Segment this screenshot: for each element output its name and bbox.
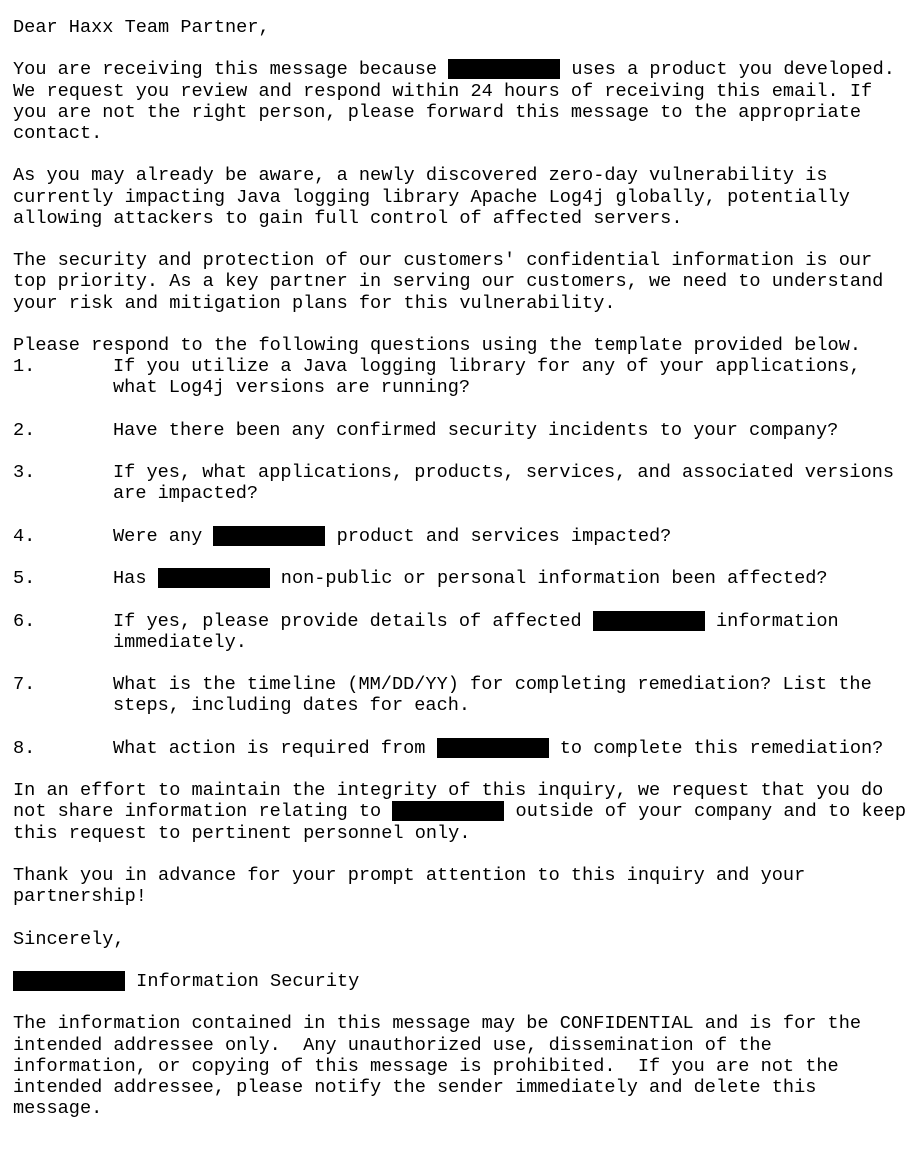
question-number: 5. bbox=[13, 568, 36, 590]
greeting: Dear Haxx Team Partner, bbox=[13, 17, 270, 38]
question-item bbox=[13, 526, 913, 547]
confidentiality-disclaimer: The information contained in this message may be CONFIDENTIAL and is for the intended addressee only. Any unauthorized use, dissemination of the information, or copying of this message is prohibited. If you are not the intended addressee, please notify the sender immediately and delete this message. bbox=[13, 1013, 873, 1120]
question-number: 4. bbox=[13, 525, 36, 547]
question-text-before: What action is required from bbox=[113, 737, 437, 759]
question-text-after: non-public or personal information been affected? bbox=[269, 568, 828, 590]
question-text: What is the timeline (MM/DD/YY) for completing remediation? List the steps, including dates for each. bbox=[113, 674, 883, 717]
question-item bbox=[13, 356, 913, 398]
question-item bbox=[13, 738, 913, 759]
redacted-company-name bbox=[13, 971, 125, 991]
vulnerability-paragraph: As you may already be aware, a newly discovered zero-day vulnerability is currently impacting Java logging library Apache Log4j globally, potentially allowing attackers to gain full control of affected servers. bbox=[13, 165, 862, 229]
question-text-after: to complete this remediation? bbox=[548, 737, 884, 759]
question-item bbox=[13, 674, 913, 716]
question-list bbox=[13, 356, 913, 759]
email-body bbox=[13, 17, 918, 1120]
question-text-before: If yes, please provide details of affected bbox=[113, 610, 593, 632]
redacted-company-name bbox=[448, 59, 560, 79]
question-number: 7. bbox=[13, 674, 36, 696]
question-text bbox=[113, 526, 913, 547]
thanks-paragraph: Thank you in advance for your prompt attention to this inquiry and your partnership! bbox=[13, 864, 817, 908]
question-item bbox=[13, 611, 913, 653]
intro-text-after: uses a product you developed. We request you review and respond within 24 hours of receiving this email. If you are not the right person, please forward this message to the appropriate contact. bbox=[13, 59, 907, 144]
question-text-before: Has bbox=[113, 568, 158, 590]
redacted-company-name bbox=[392, 801, 504, 821]
question-number: 8. bbox=[13, 737, 36, 759]
question-text: If you utilize a Java logging library for any of your applications, what Log4j versions are running? bbox=[113, 356, 872, 399]
question-number: 3. bbox=[13, 462, 36, 484]
question-number: 2. bbox=[13, 419, 36, 441]
question-text: If yes, what applications, products, services, and associated versions are impacted? bbox=[113, 462, 906, 505]
question-text-before: Were any bbox=[113, 525, 214, 547]
closing: Sincerely, bbox=[13, 928, 125, 950]
respond-instruction: Please respond to the following questions using the template provided below. bbox=[13, 334, 862, 356]
question-text-after: product and services impacted? bbox=[325, 525, 672, 547]
integrity-text-after: outside of your company and to keep this request to pertinent personnel only. bbox=[13, 801, 918, 844]
signature-department: Information Security bbox=[125, 970, 360, 992]
question-text-after: information immediately. bbox=[113, 610, 850, 653]
question-number: 6. bbox=[13, 610, 36, 632]
signature bbox=[13, 971, 913, 992]
redacted-company-name bbox=[213, 526, 325, 546]
question-item bbox=[13, 462, 913, 504]
intro-paragraph bbox=[13, 59, 913, 144]
security-paragraph: The security and protection of our customers' confidential information is our top priority. As a key partner in serving our customers, we need to understand your risk and mitigation plans for this vulnerability. bbox=[13, 250, 895, 314]
question-text: Have there been any confirmed security incidents to your company? bbox=[113, 419, 839, 441]
question-item bbox=[13, 420, 913, 441]
question-text bbox=[113, 738, 913, 759]
question-number: 1. bbox=[13, 356, 36, 378]
redacted-company-name bbox=[437, 738, 549, 758]
redacted-company-name bbox=[593, 611, 705, 631]
redacted-company-name bbox=[158, 568, 270, 588]
integrity-text-before: In an effort to maintain the integrity of this inquiry, we request that you do not share information relating to bbox=[13, 780, 895, 823]
intro-text-before: You are receiving this message because bbox=[13, 59, 449, 81]
question-item bbox=[13, 568, 913, 589]
question-text bbox=[113, 611, 913, 653]
integrity-paragraph bbox=[13, 780, 918, 844]
question-text bbox=[113, 568, 913, 589]
